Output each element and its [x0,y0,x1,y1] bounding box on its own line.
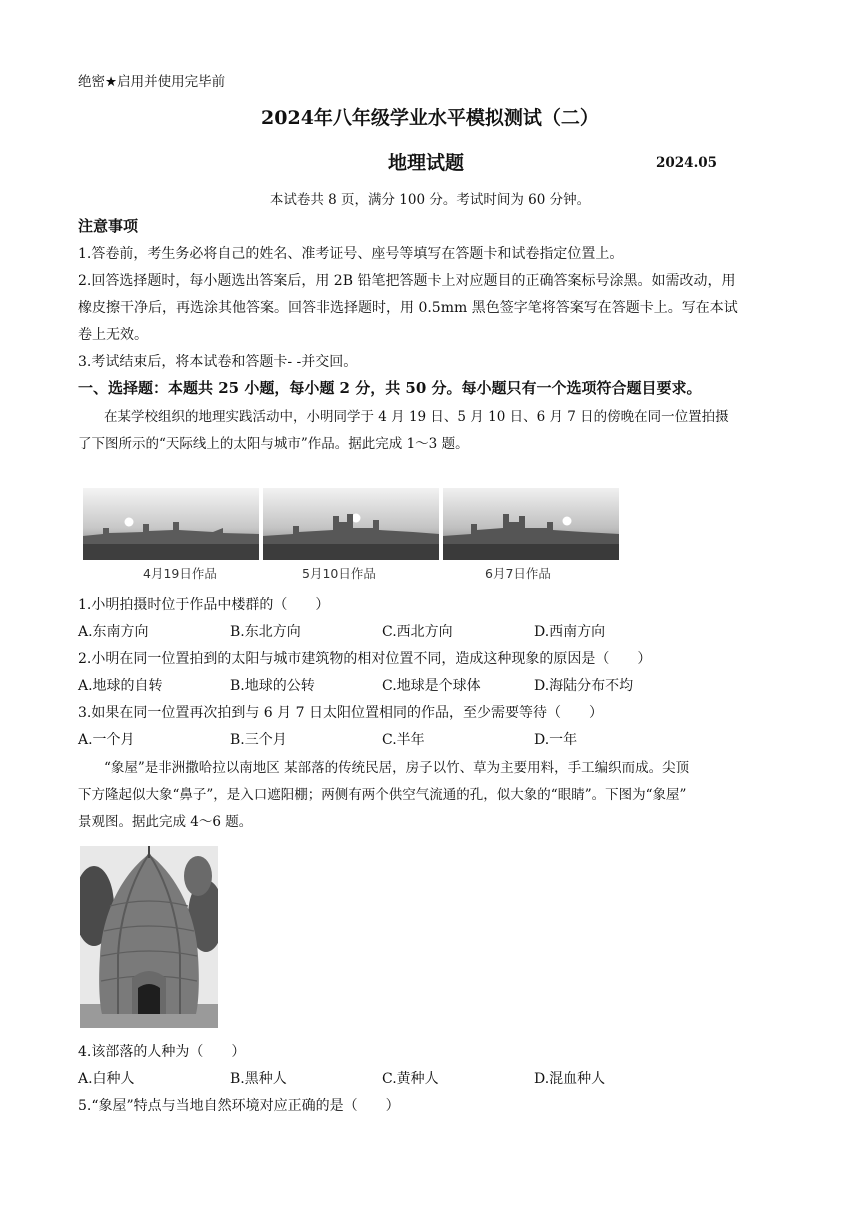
question-1-option-d[interactable]: D.西南方向 [534,624,606,640]
question-2-option-d[interactable]: D.海陆分布不均 [534,678,634,694]
secrecy-label: 绝密★启用并使用完毕前 [78,74,226,90]
question-1-option-c[interactable]: C.西北方向 [382,624,453,640]
question-4-option-c[interactable]: C.黄种人 [382,1071,439,1087]
photo-caption-may10: 5月10日作品 [302,566,376,581]
notice-item-1: 1.答卷前，考生务必将自己的姓名、准考证号、座号等填写在答题卡和试卷指定位置上。 [78,246,624,262]
question-3-stem: 3.如果在同一位置再次拍到与 6 月 7 日太阳位置相同的作品，至少需要等待（ ） [78,705,603,721]
question-3-option-d[interactable]: D.一年 [534,732,578,748]
photo-caption-apr19: 4月19日作品 [143,566,217,581]
notice-item-2-line-1: 2.回答选择题时，每小题选出答案后，用 2B 铅笔把答题卡上对应题目的正确答案标号涂黑。如需改动，用 [78,273,736,289]
skyline-photo-may10 [263,488,439,560]
question-2-option-a[interactable]: A.地球的自转 [78,678,163,694]
intro2-paragraph-line-3: 景观图。据此完成 4～6 题。 [78,814,253,830]
question-3-option-a[interactable]: A.一个月 [78,732,135,748]
question-4-stem: 4.该部落的人种为（ ） [78,1044,246,1060]
question-4-option-d[interactable]: D.混血种人 [534,1071,606,1087]
question-4-option-a[interactable]: A.白种人 [78,1071,135,1087]
elephant-house-photo [80,846,218,1028]
exam-title: 2024年八年级学业水平模拟测试（二） [261,107,599,129]
question-1-option-b[interactable]: B.东北方向 [230,624,301,640]
question-5-stem: 5.“象屋”特点与当地自然环境对应正确的是（ ） [78,1098,400,1114]
section-heading: 一、选择题：本题共 25 小题，每小题 2 分，共 50 分。每小题只有一个选项符合题目要求。 [78,379,702,397]
question-3-option-c[interactable]: C.半年 [382,732,425,748]
notice-heading: 注意事项 [78,217,139,235]
intro2-paragraph-line-2: 下方隆起似大象“鼻子”，是入口遮阳棚；两侧有两个供空气流通的孔，似大象的“眼睛”。下图为“象屋” [78,787,687,803]
exam-subtitle: 地理试题 [388,152,465,174]
notice-item-2-line-2: 橡皮擦干净后，再选涂其他答案。回答非选择题时，用 0.5mm 黑色签字笔将答案写在答题卡上。写在本试 [78,300,738,316]
skyline-photo-apr19 [83,488,259,560]
question-2-stem: 2.小明在同一位置拍到的太阳与城市建筑物的相对位置不同，造成这种现象的原因是（ ） [78,651,652,667]
intro2-paragraph-line-1: “象屋”是非洲撒哈拉以南地区 某部落的传统民居，房子以竹、草为主要用料，手工编织而成。尖顶 [104,760,690,776]
intro-paragraph-line-1: 在某学校组织的地理实践活动中，小明同学于 4 月 19 日、5 月 10 日、6 月 7 日的傍晚在同一位置拍摄 [104,409,729,425]
question-1-stem: 1.小明拍摄时位于作品中楼群的（ ） [78,597,330,613]
notice-item-3: 3.考试结束后，将本试卷和答题卡- -并交回。 [78,354,358,370]
question-2-option-b[interactable]: B.地球的公转 [230,678,315,694]
exam-info: 本试卷共 8 页，满分 100 分。考试时间为 60 分钟。 [269,192,591,208]
skyline-photo-jun7 [443,488,619,560]
intro-paragraph-line-2: 了下图所示的“天际线上的太阳与城市”作品。据此完成 1～3 题。 [78,436,469,452]
question-2-option-c[interactable]: C.地球是个球体 [382,678,481,694]
question-1-option-a[interactable]: A.东南方向 [78,624,149,640]
question-4-option-b[interactable]: B.黑种人 [230,1071,287,1087]
question-3-option-b[interactable]: B.三个月 [230,732,287,748]
exam-date: 2024.05 [656,155,718,171]
photo-caption-jun7: 6月7日作品 [485,566,551,581]
notice-item-2-line-3: 卷上无效。 [78,327,148,343]
